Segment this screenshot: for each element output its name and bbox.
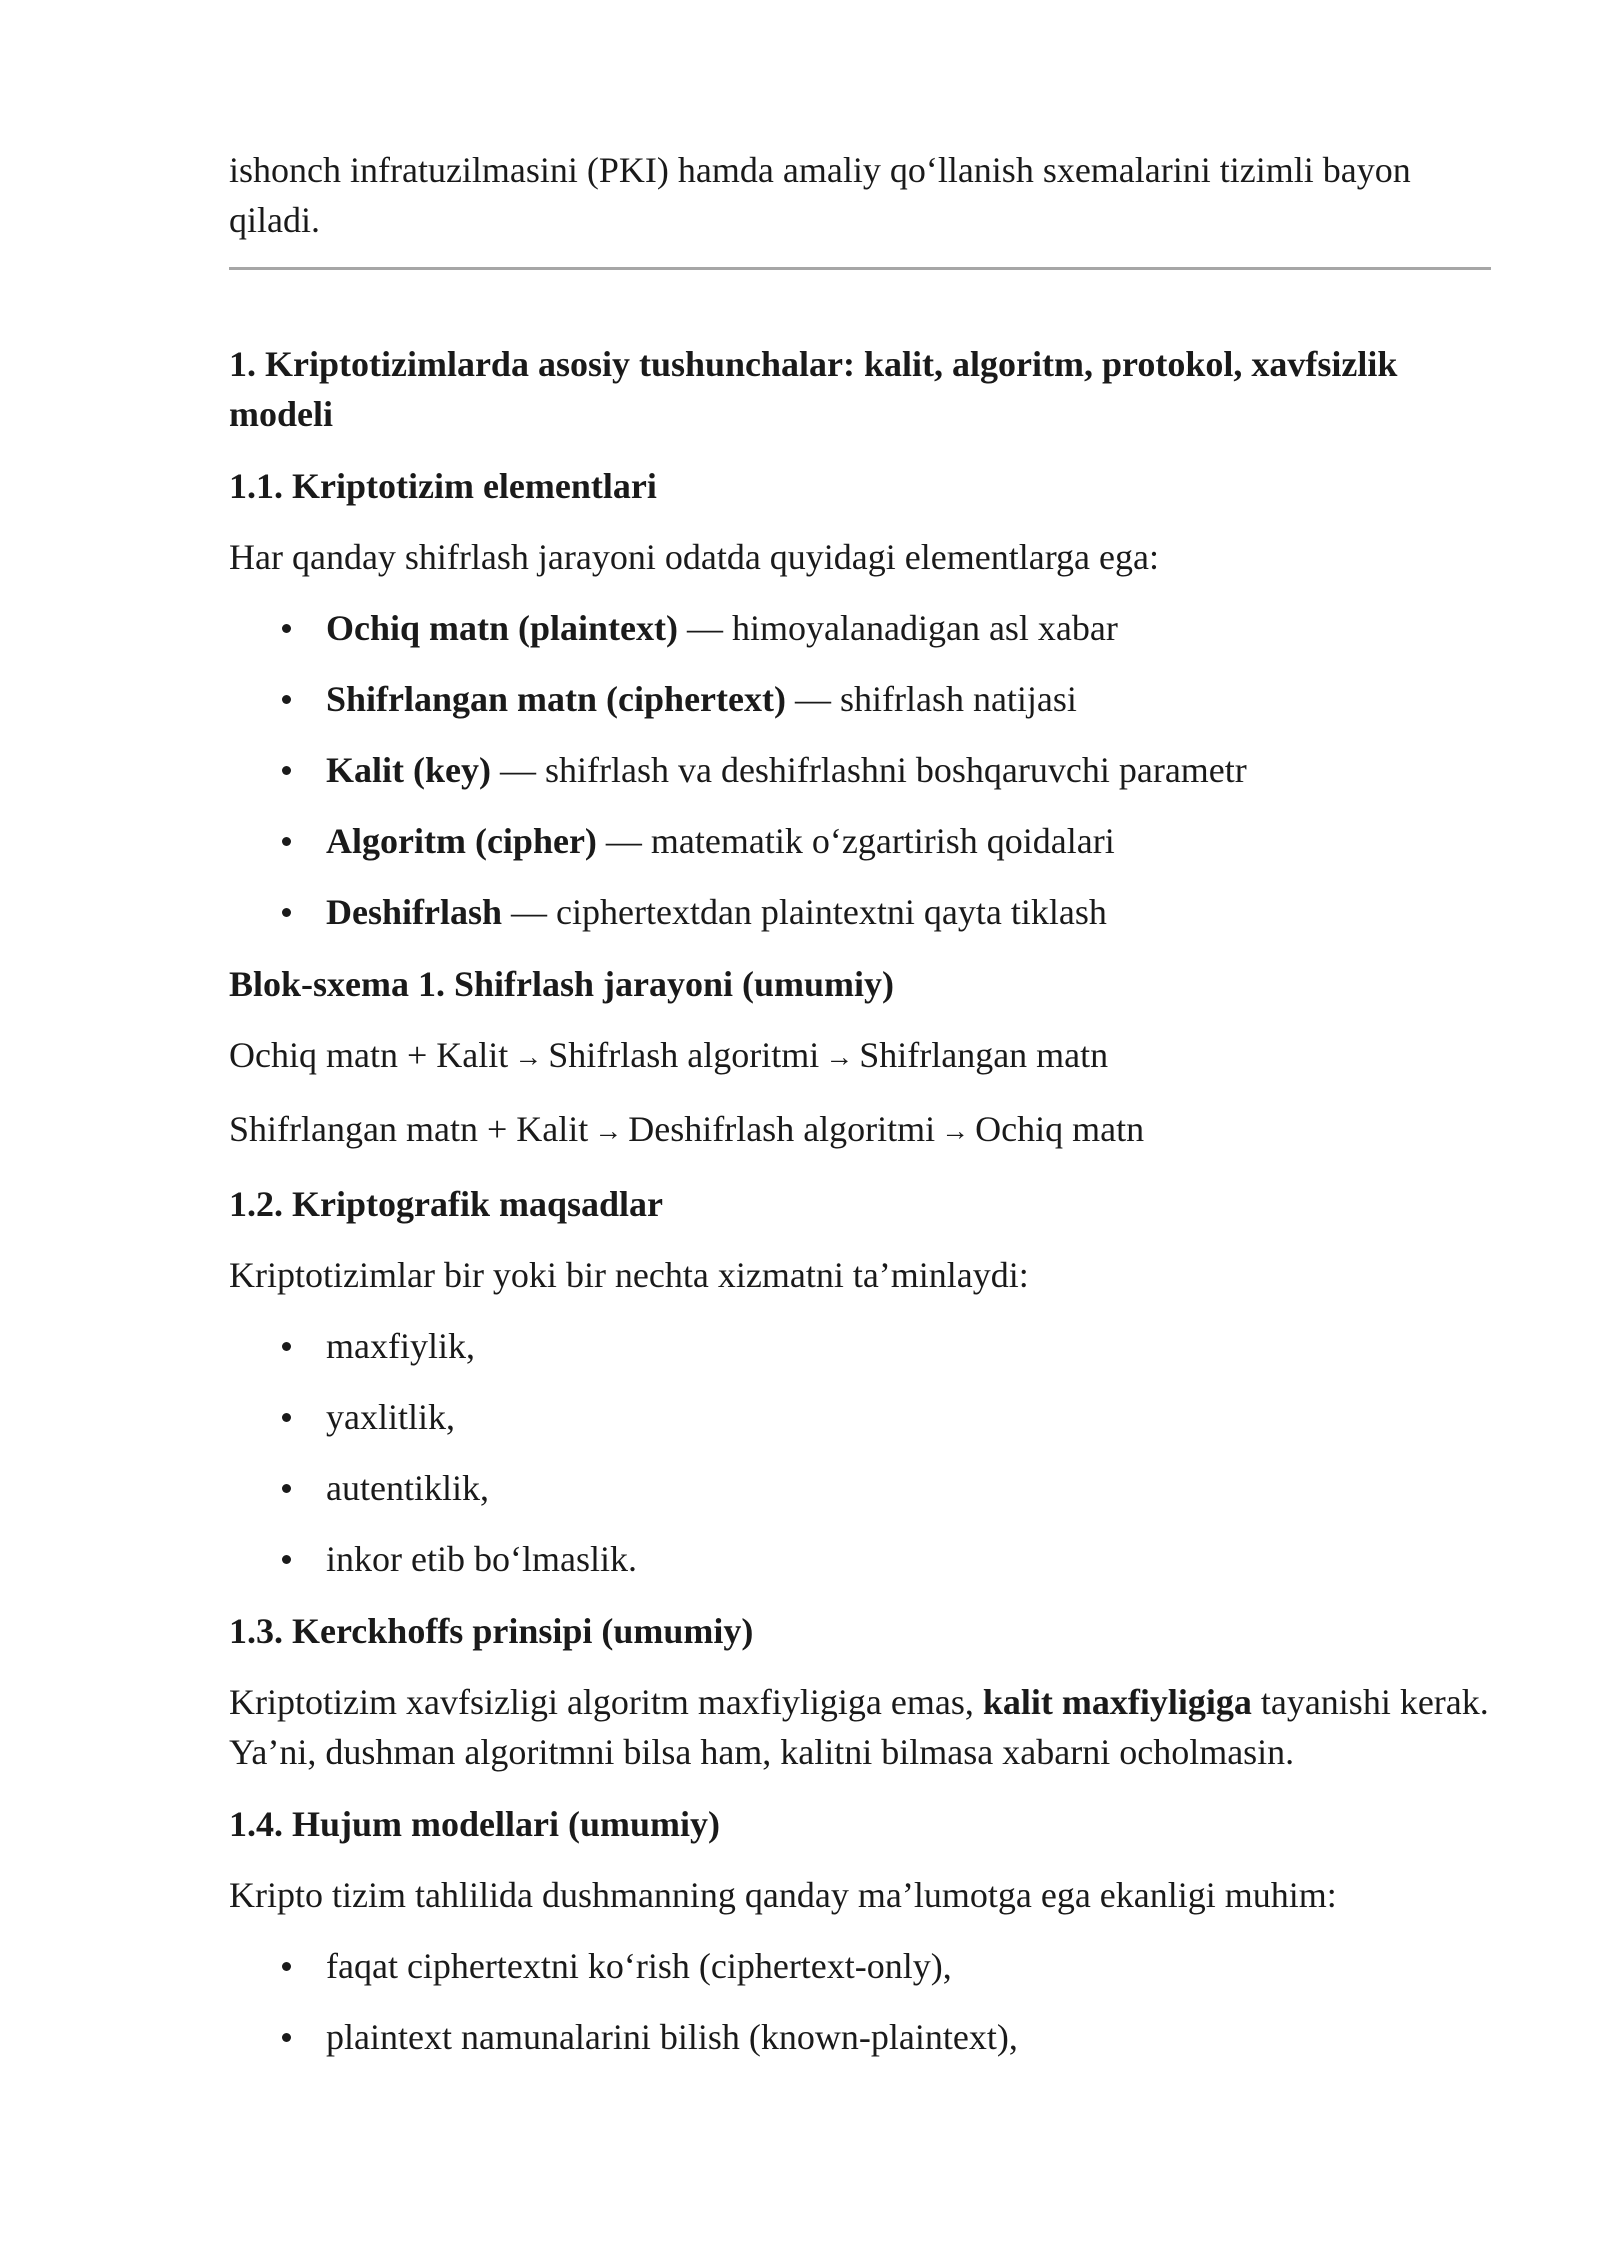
list-item xyxy=(229,2012,1491,2062)
bullet-icon xyxy=(282,2033,291,2042)
flow-step: Ochiq matn + Kalit xyxy=(229,1035,509,1075)
bullet-icon xyxy=(282,1342,291,1351)
arrow-right-icon: → xyxy=(594,1116,623,1147)
subsection-1-1-heading: 1.1. Kriptotizim elementlari xyxy=(229,466,657,506)
block-scheme-heading: Blok-sxema 1. Shifrlash jarayoni (umumiy) xyxy=(229,964,895,1004)
goals-list xyxy=(229,1321,1491,1584)
paragraph-text: Kriptotizim xavfsizligi algoritm maxfiyligiga emas, xyxy=(229,1682,983,1722)
arrow-right-icon: → xyxy=(941,1116,970,1147)
list-item-text: plaintext namunalarini bilish (known-plaintext), xyxy=(326,2017,1018,2057)
flow-step: Shifrlangan matn xyxy=(859,1035,1109,1075)
subsection-1-3-paragraph xyxy=(229,1677,1491,1777)
intro-paragraph: ishonch infratuzilmasini (PKI) hamda amaliy qo‘llanish sxemalarini tizimli bayon qiladi. xyxy=(229,150,1411,240)
list-item-desc: — shifrlash va deshifrlashni boshqaruvchi parametr xyxy=(490,750,1247,790)
paragraph-emphasis: kalit maxfiyligiga xyxy=(982,1682,1252,1722)
bullet-icon xyxy=(282,766,291,775)
flow-line-encrypt xyxy=(229,1030,1491,1083)
bullet-icon xyxy=(282,624,291,633)
list-item-term: Shifrlangan matn (ciphertext) xyxy=(326,679,786,719)
horizontal-rule xyxy=(229,267,1491,270)
list-item xyxy=(229,1321,1491,1371)
elements-list xyxy=(229,603,1491,937)
bullet-icon xyxy=(282,1413,291,1422)
list-item-desc: — matematik o‘zgartirish qoidalari xyxy=(596,821,1115,861)
list-item-text: yaxlitlik, xyxy=(326,1397,455,1437)
subsection-1-3-heading: 1.3. Kerckhoffs prinsipi (umumiy) xyxy=(229,1611,754,1651)
flow-step: Shifrlangan matn + Kalit xyxy=(229,1109,589,1149)
list-item xyxy=(229,674,1491,724)
list-item-text: maxfiylik, xyxy=(326,1326,475,1366)
attack-models-list xyxy=(229,1941,1491,2062)
section-1-heading: 1. Kriptotizimlarda asosiy tushunchalar: kalit, algoritm, protokol, xavfsizlik modeli xyxy=(229,344,1398,434)
bullet-icon xyxy=(282,695,291,704)
bullet-icon xyxy=(282,908,291,917)
list-item xyxy=(229,816,1491,866)
subsection-1-4-heading: 1.4. Hujum modellari (umumiy) xyxy=(229,1804,720,1844)
list-item xyxy=(229,1534,1491,1584)
subsection-1-2-lead: Kriptotizimlar bir yoki bir nechta xizmatni ta’minlaydi: xyxy=(229,1255,1029,1295)
bullet-icon xyxy=(282,837,291,846)
list-item-term: Ochiq matn (plaintext) xyxy=(326,608,679,648)
list-item-term: Algoritm (cipher) xyxy=(326,821,597,861)
bullet-icon xyxy=(282,1484,291,1493)
list-item-desc: — himoyalanadigan asl xabar xyxy=(678,608,1118,648)
flow-step: Deshifrlash algoritmi xyxy=(628,1109,936,1149)
list-item xyxy=(229,1463,1491,1513)
list-item xyxy=(229,745,1491,795)
arrow-right-icon: → xyxy=(514,1042,543,1073)
flow-line-decrypt xyxy=(229,1104,1491,1157)
list-item-term: Kalit (key) xyxy=(326,750,491,790)
subsection-1-1-lead: Har qanday shifrlash jarayoni odatda quyidagi elementlarga ega: xyxy=(229,537,1159,577)
list-item-text: inkor etib bo‘lmaslik. xyxy=(326,1539,637,1579)
list-item-desc: — shifrlash natijasi xyxy=(785,679,1077,719)
bullet-icon xyxy=(282,1555,291,1564)
document-page xyxy=(229,145,1491,2062)
paragraph-text: tayanishi kerak. Ya’ni, dushman algoritmni bilsa ham, kalitni bilmasa xabarni ocholmasin. xyxy=(229,1682,1489,1772)
arrow-right-icon: → xyxy=(825,1042,854,1073)
list-item-text: faqat ciphertextni ko‘rish (ciphertext-only), xyxy=(326,1946,952,1986)
subsection-1-2-heading: 1.2. Kriptografik maqsadlar xyxy=(229,1184,664,1224)
subsection-1-4-lead: Kripto tizim tahlilida dushmanning qanday ma’lumotga ega ekanligi muhim: xyxy=(229,1875,1337,1915)
list-item-text: autentiklik, xyxy=(326,1468,489,1508)
list-item-term: Deshifrlash xyxy=(326,892,503,932)
list-item xyxy=(229,1392,1491,1442)
list-item xyxy=(229,603,1491,653)
list-item xyxy=(229,887,1491,937)
bullet-icon xyxy=(282,1962,291,1971)
list-item-desc: — ciphertextdan plaintextni qayta tiklash xyxy=(502,892,1107,932)
flow-step: Ochiq matn xyxy=(975,1109,1145,1149)
list-item xyxy=(229,1941,1491,1991)
flow-step: Shifrlash algoritmi xyxy=(548,1035,820,1075)
